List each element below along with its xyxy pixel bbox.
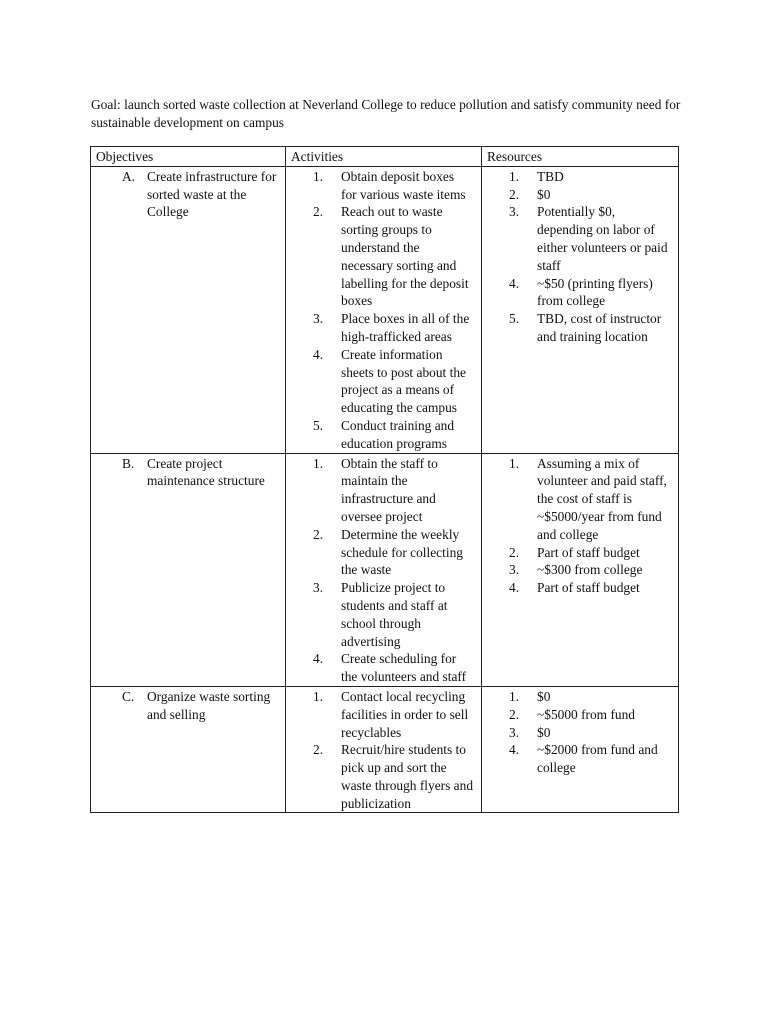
item-number: 1. [509,455,520,471]
table-row [91,453,679,686]
list-item [487,724,674,742]
item-number: 3. [313,311,324,327]
objective-letter: A. [122,168,136,184]
list-item [291,168,477,204]
item-number: 2. [509,186,520,202]
list-item [487,275,674,311]
item-number: 1. [313,168,324,184]
item-text: Reach out to waste sorting groups to understand the necessary sorting and labelling for the deposit boxes [341,204,469,309]
item-text: Create information sheets to post about the project as a means of educating the campus [341,346,466,416]
activities-cell [286,686,482,813]
item-number: 4. [509,275,520,291]
table-row [91,166,679,453]
item-number: 4. [509,742,520,758]
plan-table [90,146,679,813]
item-text: TBD [537,168,564,184]
activities-cell [286,166,482,453]
item-text: Part of staff budget [537,580,640,596]
objective-letter: B. [122,455,135,471]
list-item [487,579,674,597]
resources-cell [482,453,679,686]
objective-cell [91,686,286,813]
header-row [91,147,679,167]
list-item [487,203,674,274]
item-number: 3. [509,562,520,578]
list-item [487,168,674,186]
item-number: 3. [509,204,520,220]
item-number: 1. [313,455,324,471]
objective-text: Organize waste sorting and selling [147,688,271,722]
list-item [291,741,477,812]
item-number: 4. [313,346,324,362]
item-text: Create scheduling for the volunteers and staff [341,651,467,685]
list-item [487,186,674,204]
list-item [487,706,674,724]
item-number: 1. [509,168,520,184]
item-text: Obtain the staff to maintain the infrastructure and oversee project [341,455,438,524]
item-number: 1. [313,688,324,704]
item-number: 3. [313,580,324,596]
item-text: Potentially $0, depending on labor of either volunteers or paid staff [537,204,668,273]
list-item [291,455,477,526]
item-number: 4. [313,651,324,667]
objective-text: Create project maintenance structure [147,455,265,489]
list-item [291,203,477,310]
list-item [487,544,674,562]
item-text: ~$50 (printing flyers) from college [537,275,653,309]
header-activities: Activities [286,147,482,167]
item-number: 1. [509,688,520,704]
list-item [291,650,477,686]
list-item [487,561,674,579]
list-item [487,455,674,544]
item-text: Part of staff budget [537,544,640,560]
objective-letter: C. [122,688,135,704]
item-text: ~$300 from college [537,562,643,578]
table-row [91,686,679,813]
item-text: Assuming a mix of volunteer and paid staff, the cost of staff is ~$5000/year from fund and college [537,455,667,542]
list-item [487,741,674,777]
item-number: 3. [509,724,520,740]
objective-cell [91,453,286,686]
header-resources: Resources [482,147,679,167]
item-text: ~$2000 from fund and college [537,742,658,776]
item-text: Contact local recycling facilities in order to sell recyclables [341,688,469,740]
item-text: $0 [537,186,551,202]
header-objectives: Objectives [91,147,286,167]
goal-statement: Goal: launch sorted waste collection at Neverland College to reduce pollution and satisfy community need for sustainable development on campus [91,97,681,130]
item-number: 2. [509,706,520,722]
list-item [291,688,477,741]
objective-cell [91,166,286,453]
item-number: 5. [509,311,520,327]
list-item [291,579,477,650]
item-text: Conduct training and education programs [341,417,455,451]
item-number: 2. [313,204,324,220]
item-number: 4. [509,580,520,596]
objective-text: Create infrastructure for sorted waste at the College [147,168,277,220]
resources-cell [482,686,679,813]
activities-cell [286,453,482,686]
item-text: Place boxes in all of the high-trafficked areas [341,311,470,344]
item-number: 5. [313,417,324,433]
list-item [291,310,477,346]
list-item [291,346,477,417]
list-item [291,526,477,579]
resources-cell [482,166,679,453]
list-item [487,688,674,706]
item-text: Determine the weekly schedule for collecting the waste [341,526,463,578]
item-number: 2. [313,526,324,542]
list-item [487,310,674,346]
item-text: $0 [537,688,551,704]
item-text: $0 [537,724,551,740]
list-item [291,417,477,453]
item-text: Publicize project to students and staff at school through advertising [341,580,448,649]
item-text: Obtain deposit boxes for various waste items [341,168,466,202]
item-text: TBD, cost of instructor and training location [537,311,662,344]
item-number: 2. [313,742,324,758]
item-text: ~$5000 from fund [537,706,635,722]
item-number: 2. [509,544,520,560]
item-text: Recruit/hire students to pick up and sort the waste through flyers and publicization [341,742,474,811]
